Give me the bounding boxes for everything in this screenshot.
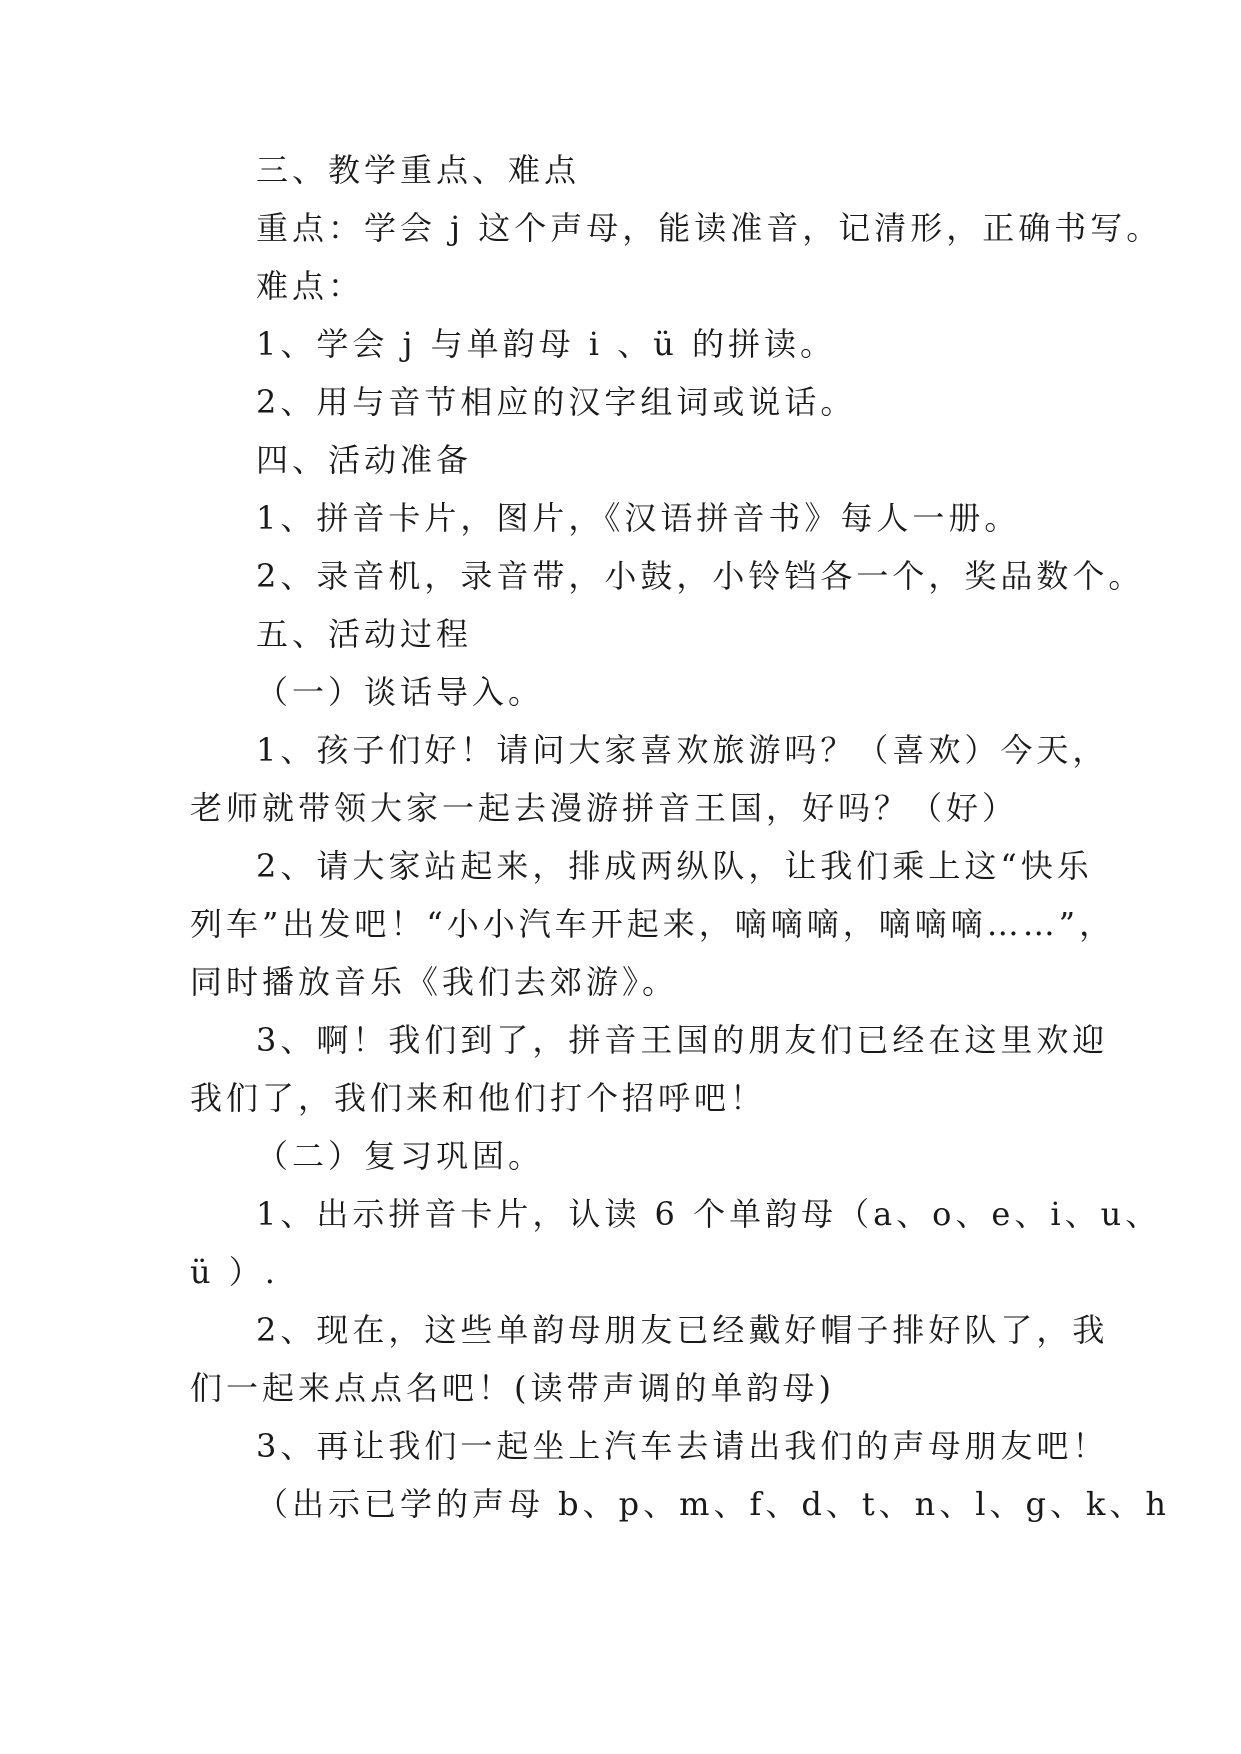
intro-paragraph-2-line-3: 同时播放音乐《我们去郊游》。 [190,963,679,1001]
difficulty-label: 难点： [256,267,365,305]
review-paragraph-2-line-2: 们一起来点点名吧！(读带声调的单韵母) [190,1369,835,1407]
intro-paragraph-3-line-1: 3、啊！我们到了，拼音王国的朋友们已经在这里欢迎 [256,1021,1109,1059]
intro-paragraph-2-line-2: 列车”出发吧！“小小汽车开起来，嘀嘀嘀，嘀嘀嘀……”， [190,905,1116,943]
subheading-review: （二）复习巩固。 [256,1137,545,1175]
preparation-item-2: 2、录音机，录音带，小鼓，小铃铛各一个，奖品数个。 [256,557,1145,595]
intro-paragraph-1-line-1: 1、孩子们好！请问大家喜欢旅游吗？（喜欢）今天， [256,731,1109,769]
subheading-intro: （一）谈话导入。 [256,673,545,711]
intro-paragraph-2-line-1: 2、请大家站起来，排成两纵队，让我们乘上这“快乐 [256,847,1093,885]
review-paragraph-1-line-2: ü ）. [190,1253,279,1291]
review-paragraph-1-line-1: 1、出示拼音卡片，认读 6 个单韵母（a、o、e、i、u、 [256,1195,1162,1233]
difficulty-item-1: 1、学会 j 与单韵母 i 、ü 的拼读。 [256,325,836,363]
review-paragraph-4: （出示已学的声母 b、p、m、f、d、t、n、l、g、k、h [256,1485,1171,1523]
difficulty-item-2: 2、用与音节相应的汉字组词或说话。 [256,383,857,421]
heading-process: 五、活动过程 [256,615,473,653]
intro-paragraph-1-line-2: 老师就带领大家一起去漫游拼音王国，好吗？（好） [190,789,1019,827]
heading-key-points: 三、教学重点、难点 [256,151,581,189]
intro-paragraph-3-line-2: 我们了，我们来和他们打个招呼吧！ [190,1079,767,1117]
heading-preparation: 四、活动准备 [256,441,473,479]
key-point-text: 重点：学会 j 这个声母，能读准音，记清形，正确书写。 [256,209,1163,247]
review-paragraph-2-line-1: 2、现在，这些单韵母朋友已经戴好帽子排好队了，我 [256,1311,1109,1349]
preparation-item-1: 1、拼音卡片，图片，《汉语拼音书》每人一册。 [256,499,1021,537]
review-paragraph-3: 3、再让我们一起坐上汽车去请出我们的声母朋友吧！ [256,1427,1109,1465]
